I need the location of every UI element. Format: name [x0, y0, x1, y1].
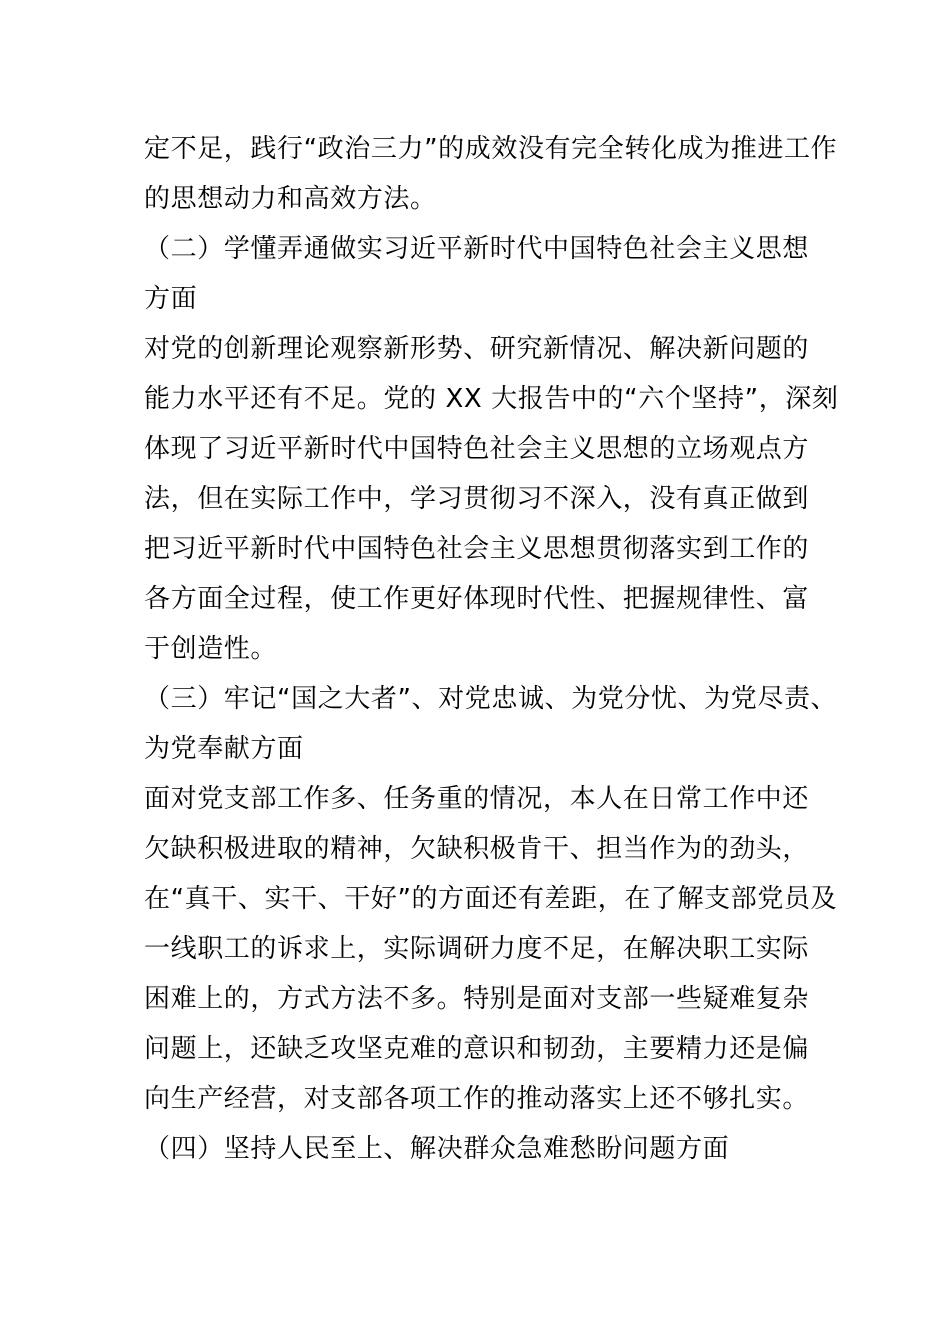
text-line: 定不足，践行“政治三力”的成效没有完全转化成为推进工作 — [144, 134, 838, 164]
text-line: 欠缺积极进取的精神，欠缺积极肯干、担当作为的劲头， — [144, 834, 810, 864]
text-line: 面对党支部工作多、任务重的情况，本人在日常工作中还 — [144, 784, 810, 814]
section-heading: 为党奉献方面 — [144, 734, 304, 764]
text-line: 一线职工的诉求上，实际调研力度不足，在解决职工实际 — [144, 934, 810, 964]
text-line: 法，但在实际工作中，学习贯彻习不深入，没有真正做到 — [144, 484, 810, 514]
text-line: 问题上，还缺乏攻坚克难的意识和韧劲，主要精力还是偏 — [144, 1034, 810, 1064]
text-line: 体现了习近平新时代中国特色社会主义思想的立场观点方 — [144, 434, 810, 464]
text-line: 能力水平还有不足。党的 XX 大报告中的“六个坚持”，深刻 — [144, 384, 839, 414]
text-line: 于创造性。 — [144, 634, 278, 664]
text-line: 的思想动力和高效方法。 — [144, 184, 437, 214]
section-heading: （四）坚持人民至上、解决群众急难愁盼问题方面 — [144, 1134, 730, 1164]
text-line: 在“真干、实干、干好”的方面还有差距，在了解支部党员及 — [144, 884, 838, 914]
text-line: 各方面全过程，使工作更好体现时代性、把握规律性、富 — [144, 584, 810, 614]
section-heading: 方面 — [144, 284, 198, 314]
text-line: 把习近平新时代中国特色社会主义思想贯彻落实到工作的 — [144, 534, 810, 564]
text-line: 困难上的，方式方法不多。特别是面对支部一些疑难复杂 — [144, 984, 810, 1014]
section-heading: （三）牢记“国之大者”、对党忠诚、为党分忧、为党尽责、 — [144, 684, 838, 714]
section-heading: （二）学懂弄通做实习近平新时代中国特色社会主义思想 — [144, 234, 810, 264]
text-line: 对党的创新理论观察新形势、研究新情况、解决新问题的 — [144, 334, 810, 364]
text-line: 向生产经营，对支部各项工作的推动落实上还不够扎实。 — [144, 1084, 810, 1114]
